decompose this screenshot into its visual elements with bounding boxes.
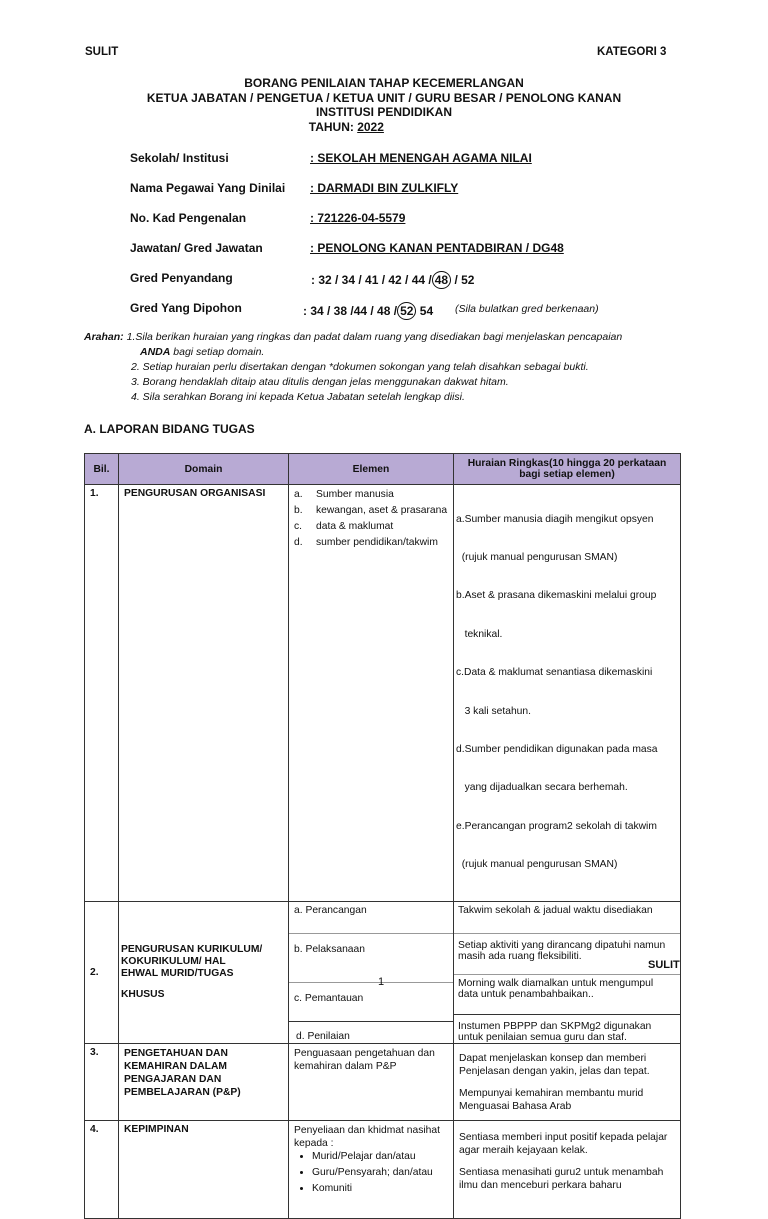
instructions [84, 330, 684, 405]
table-row [85, 901, 681, 1043]
list-item: c. data & maklumat [294, 521, 394, 532]
header-category: KATEGORI 3 [597, 46, 667, 58]
school-value: : SEKOLAH MENENGAH AGAMA NILAI [310, 151, 532, 165]
row1-bil: 1. [85, 485, 119, 902]
element-pemantauan: c. Pemantauan [289, 983, 453, 1022]
section-a-title: A. LAPORAN BIDANG TUGAS [84, 422, 255, 436]
row3-description: Dapat menjelaskan konsep dan memberi Penjelasan dengan yakin, jelas dan tepat. Mempunyai kemahiran membantu murid Menguasai Bahasa Arab [454, 1043, 681, 1120]
grade-options: : 32 / 34 / 41 / 42 / 44 / [311, 273, 432, 287]
ic-label: No. Kad Pengenalan [130, 211, 247, 225]
table-row [85, 485, 681, 902]
list-item: • Murid/Pelajar dan/atau [312, 1150, 448, 1163]
list-item: a. Sumber manusia [294, 489, 394, 500]
name-label: Nama Pegawai Yang Dinilai [130, 181, 286, 195]
form-year [0, 120, 732, 135]
form-subtitle: KETUA JABATAN / PENGETUA / KETUA UNIT / GURU BESAR / PENOLONG KANAN [146, 90, 622, 105]
header-bil: Bil. [85, 454, 119, 485]
table-header-row [85, 454, 681, 485]
grade-circled: 48 [432, 271, 451, 289]
grade-value [311, 273, 474, 287]
instruction-1b: bagi setiap domain. [173, 346, 265, 358]
year-value: 2022 [357, 119, 384, 134]
list-item: b. kewangan, aset & prasarana [294, 505, 448, 516]
row2-elements [289, 901, 454, 1043]
instructions-label: Arahan: [84, 331, 124, 343]
table-row [85, 1120, 681, 1218]
row4-description: Sentiasa memberi input positif kepada pelajar agar meraih kejayaan kelak. Sentiasa menasihati guru2 untuk menambah ilmu dan menceburi perkara baharu [454, 1120, 681, 1218]
row4-element: Penyeliaan dan khidmat nasihat kepada : • Murid/Pelajar dan/atau • Guru/Pensyarah; dan/atau • Komuniti [289, 1120, 454, 1218]
header-sulit: SULIT [85, 46, 119, 58]
row4-bil: 4. [85, 1120, 119, 1218]
school-label: Sekolah/ Institusi [130, 151, 229, 165]
element-perancangan: a. Perancangan [289, 902, 453, 934]
year-label: TAHUN: [308, 119, 354, 134]
row3-domain: PENGETAHUAN DAN KEMAHIRAN DALAM PENGAJARAN DAN PEMBELAJARAN (P&P) [119, 1043, 289, 1120]
list-item: • Guru/Pensyarah; dan/atau [312, 1166, 448, 1179]
applied-options: : 34 / 38 /44 / 48 / [303, 304, 398, 318]
form-title: BORANG PENILAIAN TAHAP KECEMERLANGAN [244, 76, 524, 90]
list-item: • Komuniti [312, 1182, 448, 1195]
instruction-1a: 1.Sila berikan huraian yang ringkas dan padat dalam ruang yang disediakan bagi menjelaskan pencapaian [126, 331, 623, 343]
row2-description [454, 901, 681, 1043]
grade-label: Gred Penyandang [130, 271, 233, 285]
report-table [84, 453, 681, 1219]
position-label: Jawatan/ Gred Jawatan [130, 241, 263, 255]
applied-options-end: 54 [419, 304, 434, 318]
desc-perancangan: Takwim sekolah & jadual waktu disediakan [454, 902, 680, 934]
applied-circled: 52 [397, 302, 416, 320]
row4-domain: KEPIMPINAN [119, 1120, 289, 1218]
row2-domain: PENGURUSAN KURIKULUM/ KOKURIKULUM/ HAL EHWAL MURID/TUGAS KHUSUS [119, 901, 289, 1043]
header-huraian: Huraian Ringkas(10 hingga 20 perkataan bagi setiap elemen) [454, 454, 681, 485]
grade-options-end: / 52 [454, 273, 475, 287]
desc-pemantauan: Morning walk diamalkan untuk mengumpul data untuk penambahbaikan.. [454, 975, 680, 1015]
position-value: : PENOLONG KANAN PENTADBIRAN / DG48 [310, 241, 564, 255]
row1-description: a.Sumber manusia diagih mengikut opsyen (rujuk manual pengurusan SMAN) b.Aset & prasana dikemaskini melalui group teknikal. c.Data & maklumat senantiasa dikemaskini 3 kali setahun. d.Sumber pendidikan digunakan pada masa yang dijadualkan secara berhemah. e.Perancangan program2 sekolah di takwim (rujuk manual pengurusan SMAN) [454, 485, 681, 902]
row1-domain: PENGURUSAN ORGANISASI [119, 485, 289, 902]
header-domain: Domain [119, 454, 289, 485]
instruction-3: 3. Borang hendaklah ditaip atau ditulis dengan jelas menggunakan dakwat hitam. [131, 376, 509, 388]
applied-note: (Sila bulatkan gred berkenaan) [455, 303, 599, 315]
desc-pelaksanaan: Setiap aktiviti yang dirancang dipatuhi namun masih ada ruang fleksibiliti. [454, 934, 680, 975]
desc-penilaian: Instumen PBPPP dan SKPMg2 digunakan untuk penilaian semua guru dan staf. [458, 1020, 652, 1043]
element-pelaksanaan: b. Pelaksanaan [289, 934, 453, 983]
applied-grade-value [303, 304, 433, 318]
row2-bil: 2. [85, 901, 119, 1043]
applied-grade-label: Gred Yang Dipohon [130, 301, 242, 315]
instruction-1b-bold: ANDA [140, 346, 171, 358]
row1-elements [289, 485, 454, 902]
row3-bil: 3. [85, 1043, 119, 1120]
ic-value: : 721226-04-5579 [310, 211, 406, 225]
element-penilaian: d. Penilaian [296, 1030, 350, 1042]
list-item: d. sumber pendidikan/takwim [294, 537, 438, 548]
instruction-4: 4. Sila serahkan Borang ini kepada Ketua Jabatan setelah lengkap diisi. [131, 391, 465, 403]
instruction-2: 2. Setiap huraian perlu disertakan dengan *dokumen sokongan yang telah disahkan sebagai bukti. [131, 361, 589, 373]
row3-element: Penguasaan pengetahuan dan kemahiran dalam P&P [289, 1043, 454, 1120]
footer-sulit: SULIT [648, 959, 680, 971]
page-number: 1 [378, 976, 385, 988]
form-institution: INSTITUSI PENDIDIKAN [315, 105, 452, 119]
header-elemen: Elemen [289, 454, 454, 485]
table-row [85, 1043, 681, 1120]
name-value: : DARMADI BIN ZULKIFLY [310, 181, 459, 195]
